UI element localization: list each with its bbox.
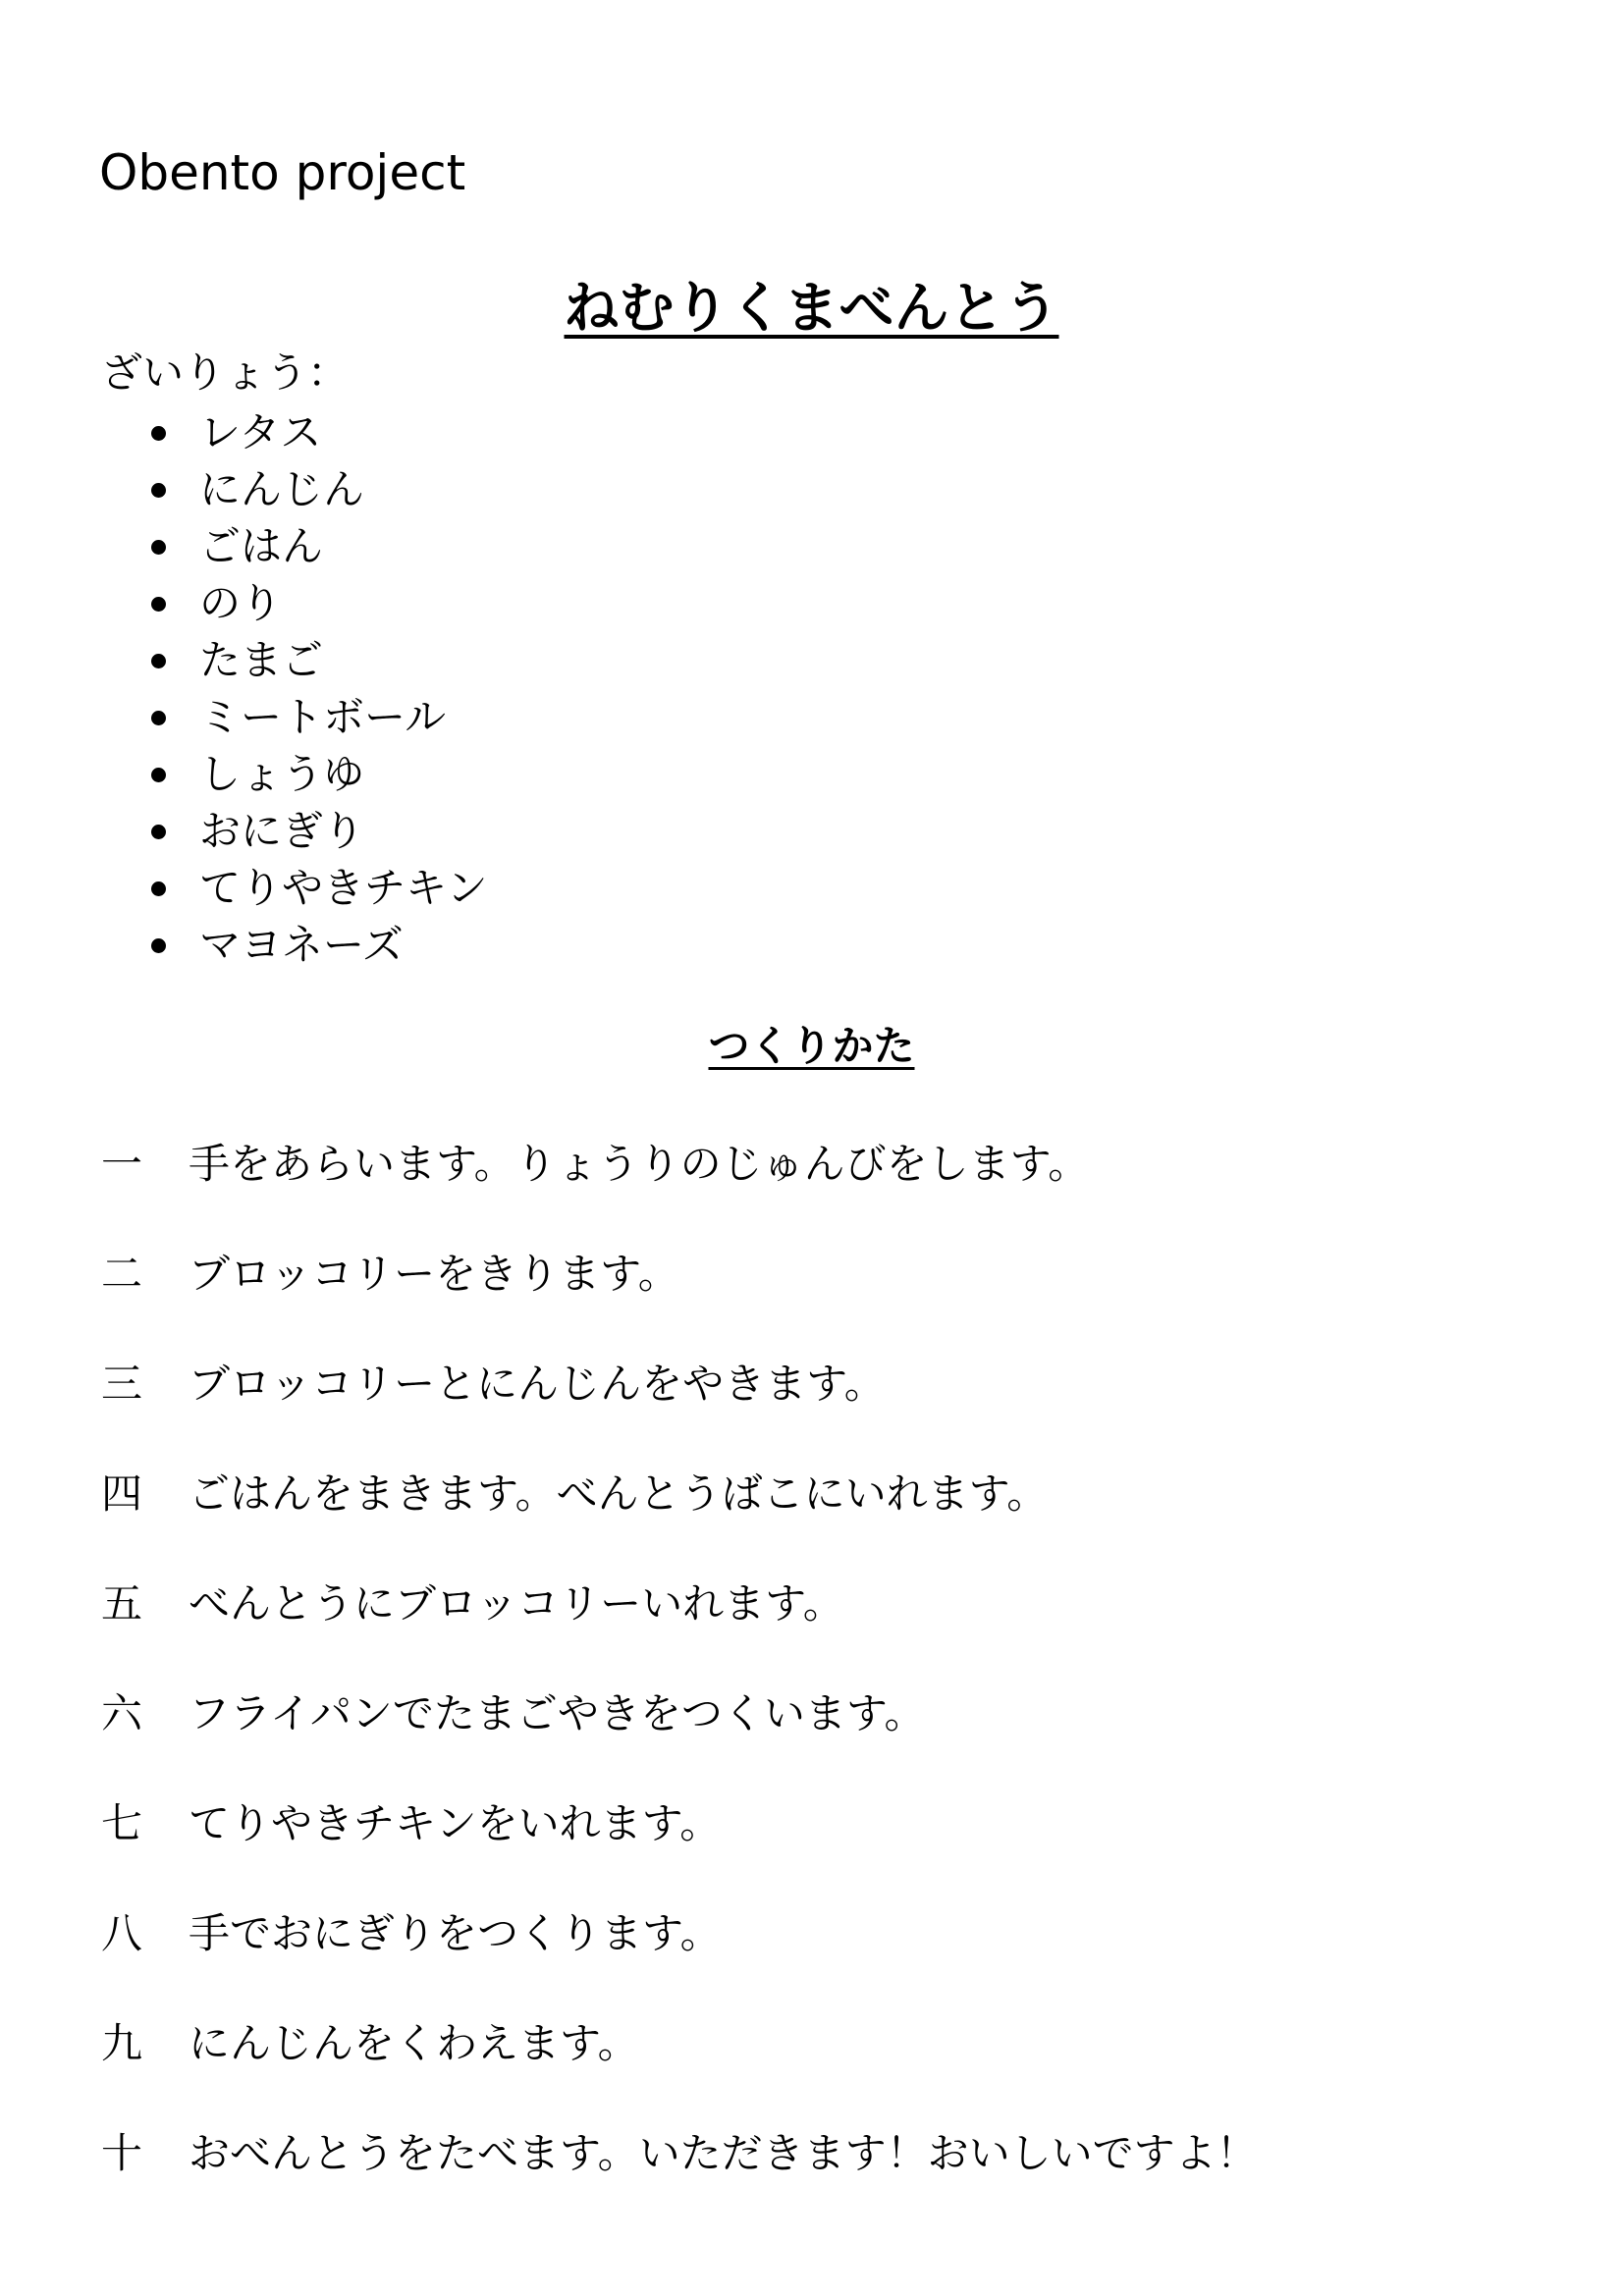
ingredient-text: しょうゆ <box>199 750 365 798</box>
ingredients-label: ざいりょう： <box>101 348 350 397</box>
ingredient-text: てりやきチキン <box>199 864 488 912</box>
method-heading <box>0 1019 1623 1074</box>
bullet-icon <box>151 938 166 953</box>
bullet-icon <box>151 597 166 612</box>
step-text: べんとうにブロッコリーいれます。 <box>189 1579 844 1628</box>
bullet-icon <box>151 540 166 555</box>
step-text: ごはんをまきます。べんとうばこにいれます。 <box>189 1469 1049 1518</box>
step-number: 二 <box>101 1250 143 1298</box>
recipe-title-text: ねむりくまべんとう <box>564 277 1059 341</box>
step-text: てりやきチキンをいれます。 <box>189 1799 722 1847</box>
step-text: ブロッコリーとにんじんをやきます。 <box>189 1360 886 1408</box>
ingredient-text: にんじん <box>199 465 365 513</box>
step-text: にんじんをくわえます。 <box>189 2019 639 2067</box>
method-heading-text: つくりかた <box>708 1022 915 1070</box>
step-number: 六 <box>101 1689 143 1737</box>
bullet-icon <box>151 426 166 441</box>
bullet-icon <box>151 654 166 668</box>
ingredient-text: マヨネーズ <box>199 921 404 969</box>
bullet-icon <box>151 825 166 839</box>
recipe-title <box>0 275 1623 344</box>
bullet-icon <box>151 483 166 498</box>
step-number: 四 <box>101 1469 143 1518</box>
bullet-icon <box>151 881 166 896</box>
step-number: 三 <box>101 1360 143 1408</box>
step-number: 七 <box>101 1799 143 1847</box>
ingredient-text: ミートボール <box>199 693 447 741</box>
ingredient-text: ごはん <box>199 522 324 570</box>
bullet-icon <box>151 711 166 725</box>
step-text: おべんとうをたべます。いただきます！おいしいですよ！ <box>189 2129 1258 2177</box>
ingredient-text: たまご <box>199 636 324 684</box>
step-number: 九 <box>101 2019 143 2067</box>
step-text: フライパンでたまごやきをつくいます。 <box>189 1689 926 1737</box>
step-number: 一 <box>101 1140 143 1188</box>
ingredient-text: おにぎり <box>199 807 365 855</box>
step-number: 十 <box>101 2129 143 2177</box>
step-text: 手をあらいます。りょうりのじゅんびをします。 <box>189 1140 1090 1188</box>
document-header-title: Obento project <box>99 144 466 201</box>
step-text: 手でおにぎりをつくります。 <box>189 1909 722 1957</box>
ingredient-text: のり <box>199 579 283 627</box>
step-number: 五 <box>101 1579 143 1628</box>
step-text: ブロッコリーをきります。 <box>189 1250 679 1298</box>
step-number: 八 <box>101 1909 143 1957</box>
ingredient-text: レタス <box>199 408 322 456</box>
bullet-icon <box>151 768 166 782</box>
